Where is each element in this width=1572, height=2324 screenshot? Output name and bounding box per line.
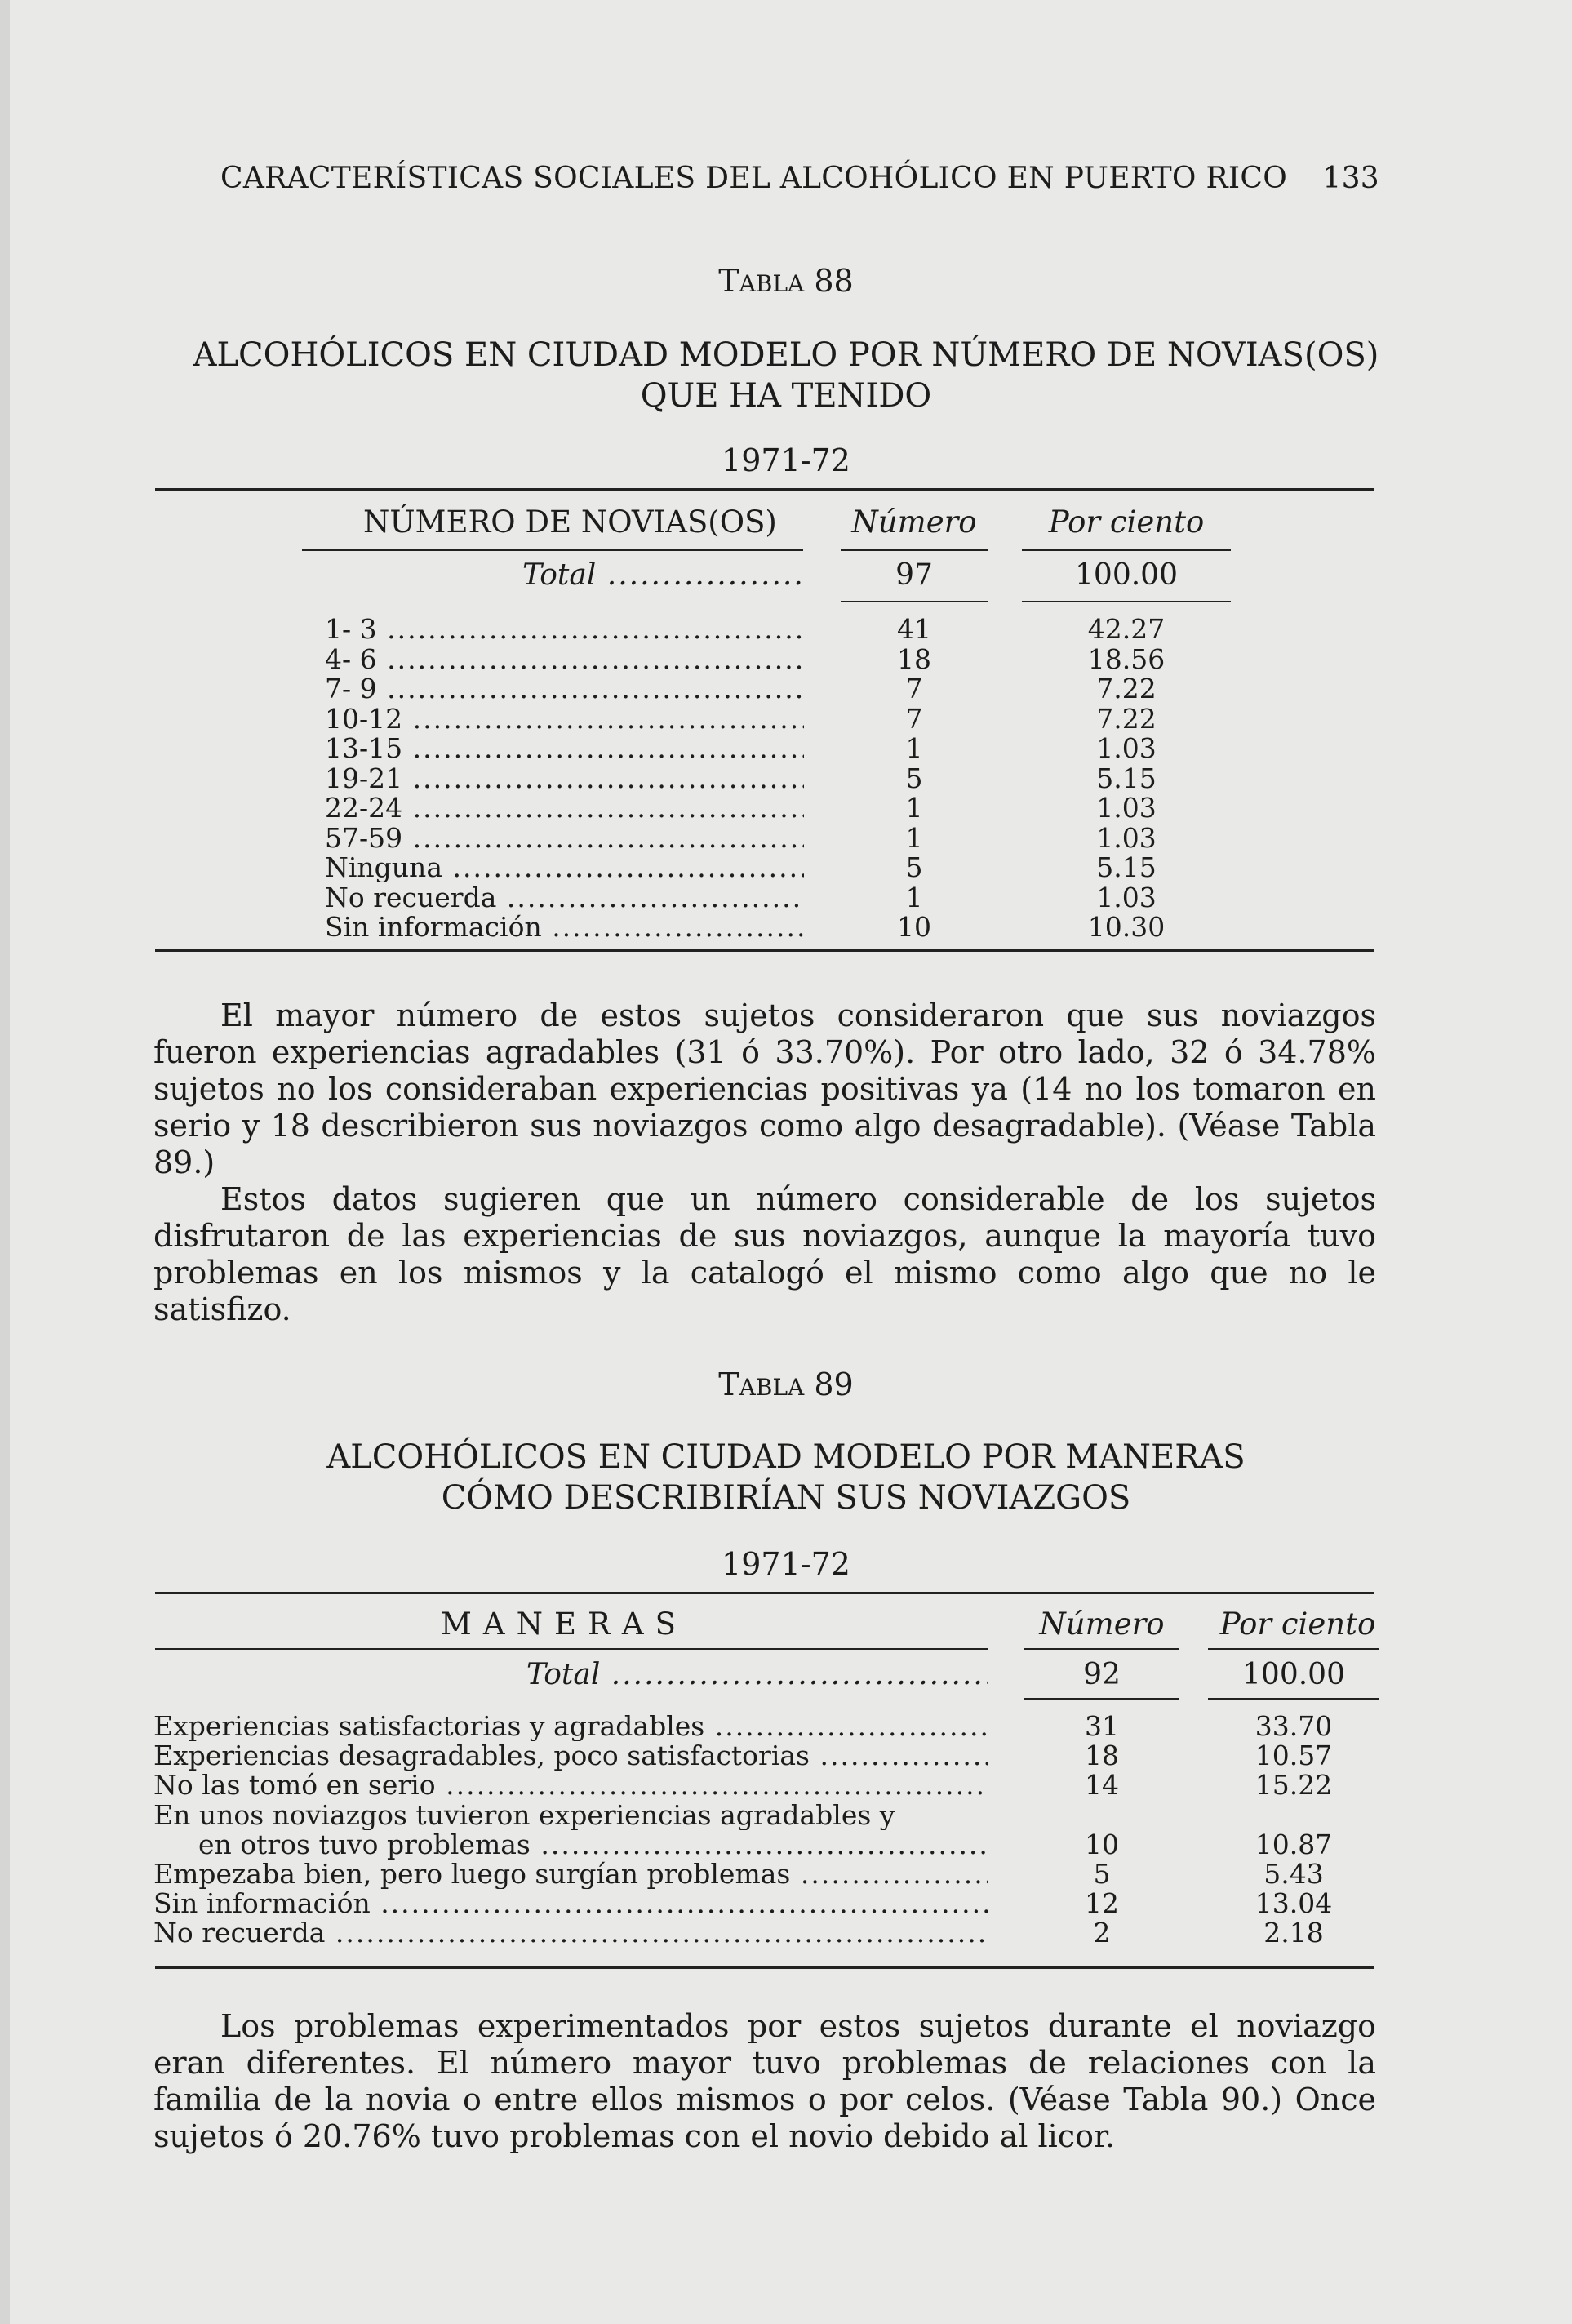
row-number: 1 [905, 792, 923, 824]
row-percent: 33.70 [1254, 1710, 1333, 1742]
row-percent: 2.18 [1263, 1917, 1324, 1949]
table88-title: ALCOHÓLICOS EN CIUDAD MODELO POR NÚMERO DE NOVIAS(OS) QUE HA TENIDO [193, 336, 1379, 415]
row-number: 12 [1085, 1887, 1119, 1920]
row-percent: 1.03 [1096, 792, 1157, 824]
row-percent: 1.03 [1096, 732, 1157, 764]
row-number: 41 [897, 613, 931, 645]
paragraph-1: El mayor número de estos sujetos consideraron que sus noviazgos fueron experiencias agradables (31 ó 33.70%). Por otro lado, 32 ó 34.78% sujetos no los consideraban experiencias positivas ya (14 no los tomaron en serio y 18 describieron sus noviazgos como algo desagradable). (Véase Tabla 89.) [153, 998, 1376, 1180]
row-percent: 5.15 [1096, 851, 1157, 883]
row-label: 7- 9 ..... [325, 673, 804, 704]
page-edge [0, 0, 10, 2324]
table89-title: ALCOHÓLICOS EN CIUDAD MODELO POR MANERAS CÓMO DESCRIBIRÍAN SUS NOVIAZGOS [326, 1438, 1246, 1517]
row-percent: 42.27 [1087, 613, 1166, 645]
row-number: 10 [1085, 1828, 1119, 1860]
row-label: 19-21 ..... [325, 763, 804, 793]
row-label: Experiencias satisfactorias y agradables ..... [153, 1711, 988, 1741]
row-percent: 15.22 [1254, 1769, 1333, 1802]
row-label: 57-59 ..... [325, 823, 804, 853]
table89-col-category: MANERAS [441, 1606, 687, 1642]
row-percent: 7.22 [1096, 702, 1157, 735]
table88-col-percent: Por ciento [1048, 504, 1205, 540]
table88-col-number: Número [851, 504, 977, 540]
row-label: Sin información ..... [153, 1888, 988, 1918]
table88-label: TABLA 88 [718, 263, 854, 299]
table88-col-category: NÚMERO DE NOVIAS(OS) [363, 504, 777, 540]
page-number: 133 [1322, 162, 1379, 195]
row-number: 5 [905, 851, 923, 883]
row-number: 1 [905, 821, 923, 854]
table88-bottom-rule [155, 949, 1374, 952]
table89-top-rule [155, 1592, 1374, 1594]
row-number: 7 [905, 702, 923, 735]
row-label: Experiencias desagradables, poco satisfactorias ..... [153, 1740, 988, 1771]
row-number: 7 [905, 673, 923, 704]
row-label: No recuerda ..... [153, 1917, 988, 1948]
table88-year: 1971-72 [722, 442, 850, 478]
running-header [220, 162, 1379, 195]
row-percent: 7.22 [1096, 673, 1157, 704]
row-percent: 13.04 [1254, 1887, 1333, 1920]
table88-top-rule [155, 488, 1374, 491]
row-percent: 18.56 [1087, 642, 1166, 675]
row-label: En unos noviazgos tuvieron experiencias agradables y [153, 1799, 895, 1830]
row-label: 22-24 ..... [325, 793, 804, 823]
paragraph-2: Estos datos sugieren que un número considerable de los sujetos disfrutaron de las experiencias de sus noviazgos, aunque la mayoría tuvo problemas en los mismos y la catalogó el mismo como algo que no le satisfizo. [153, 1181, 1376, 1327]
row-percent: 5.43 [1263, 1858, 1324, 1890]
row-label: 4- 6 ..... [325, 644, 804, 674]
row-number: 31 [1085, 1710, 1119, 1742]
table89-label: TABLA 89 [718, 1366, 854, 1402]
table89-bottom-rule [155, 1966, 1374, 1969]
row-label: 10-12 ..... [325, 704, 804, 734]
row-label: Sin información ..... [325, 912, 804, 942]
body-text-2 [153, 2008, 1376, 2155]
row-number: 14 [1085, 1769, 1119, 1802]
row-percent: 5.15 [1096, 762, 1157, 794]
row-label: 1- 3 ..... [325, 614, 804, 644]
row-number: 2 [1093, 1917, 1111, 1949]
row-percent: 10.87 [1254, 1828, 1333, 1860]
row-label: 13-15 ..... [325, 733, 804, 763]
row-number: 18 [1085, 1740, 1119, 1772]
paragraph-3: Los problemas experimentados por estos sujetos durante el noviazgo eran diferentes. El número mayor tuvo problemas de relaciones con la familia de la novia o entre ellos mismos o por celos. (Véase Tabla 90.) Once sujetos ó 20.76% tuvo problemas con el novio debido al licor. [153, 2008, 1376, 2154]
row-label: No recuerda ..... [325, 882, 804, 913]
row-percent: 10.57 [1254, 1740, 1333, 1772]
row-label: Empezaba bien, pero luego surgían problemas ..... [153, 1859, 988, 1889]
table89-header-rule [155, 1648, 988, 1650]
row-percent: 10.30 [1087, 911, 1166, 943]
row-label: No las tomó en serio ..... [153, 1770, 988, 1800]
row-number: 5 [905, 762, 923, 794]
row-number: 5 [1093, 1858, 1111, 1890]
body-text-1 [153, 998, 1376, 1328]
running-title: CARACTERÍSTICAS SOCIALES DEL ALCOHÓLICO EN PUERTO RICO [220, 162, 1288, 195]
row-number: 18 [897, 642, 931, 675]
row-percent: 1.03 [1096, 881, 1157, 913]
row-label: Ninguna ..... [325, 852, 804, 882]
row-number: 1 [905, 881, 923, 913]
table88-header-rule [302, 549, 803, 551]
row-percent: 1.03 [1096, 821, 1157, 854]
table89-year: 1971-72 [722, 1546, 850, 1582]
table89-col-number: Número [1039, 1606, 1165, 1642]
row-number: 10 [897, 911, 931, 943]
table89-col-percent: Por ciento [1219, 1606, 1376, 1642]
row-number: 1 [905, 732, 923, 764]
row-label: en otros tuvo problemas ..... [198, 1829, 988, 1860]
